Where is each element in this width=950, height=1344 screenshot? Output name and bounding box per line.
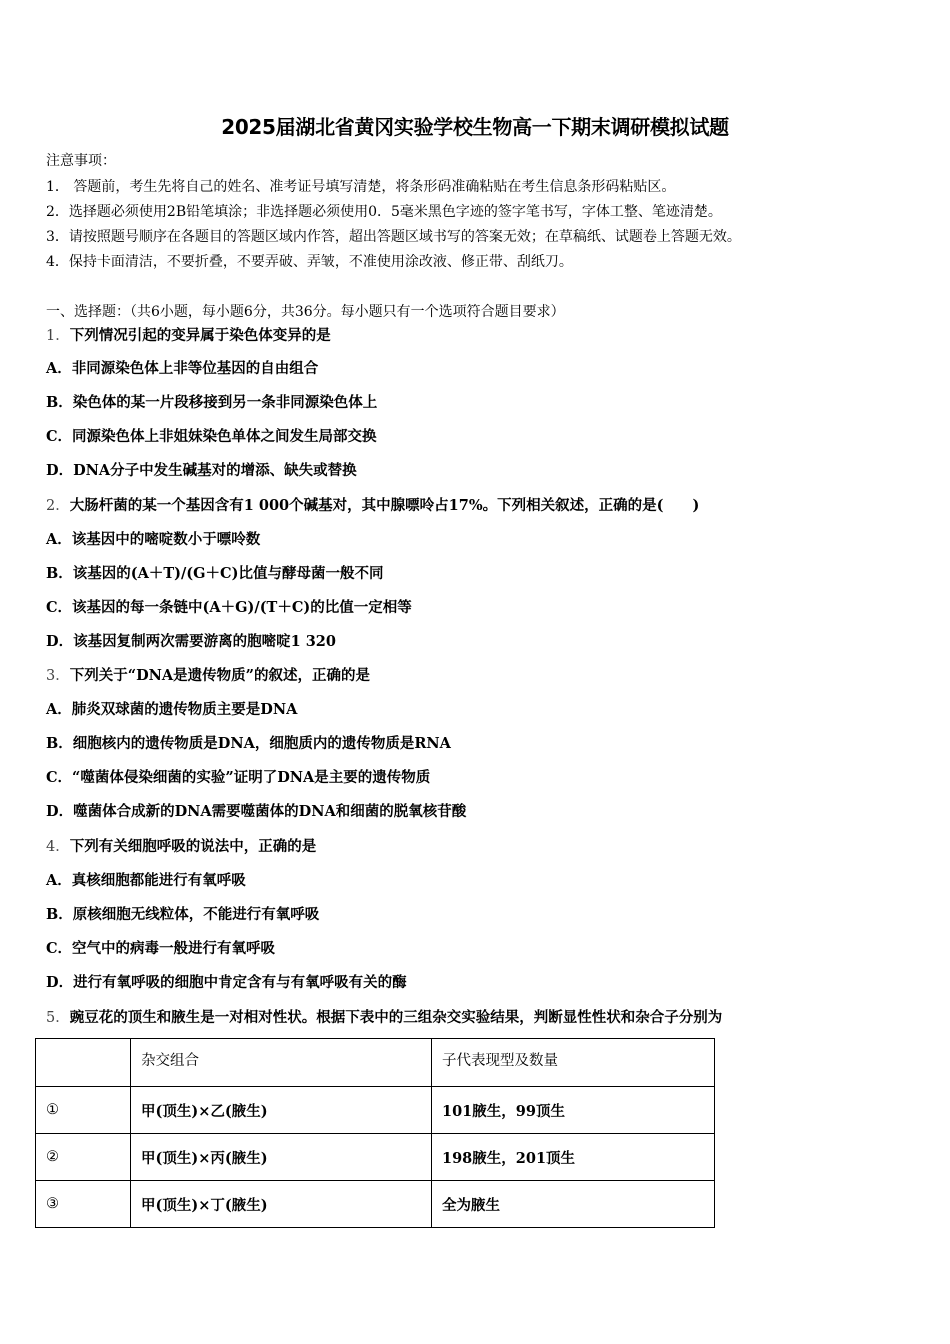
option-b: B．染色体的某一片段移接到另一条非同源染色体上 [46,394,378,411]
question-2 [46,496,699,516]
table-row [36,1181,715,1228]
table-cell: ① [36,1087,131,1134]
table-cell: 198腋生，201顶生 [432,1134,715,1181]
question-3 [46,666,370,686]
notice-item: 2．选择题必须使用2B铅笔填涂；非选择题必须使用0．5毫米黑色字迹的签字笔书写，字体工整、笔迹清楚。 [46,204,722,220]
option-d: D．该基因复制两次需要游离的胞嘧啶1 320 [46,633,336,650]
option-b: B．细胞核内的遗传物质是DNA，细胞质内的遗传物质是RNA [46,735,451,752]
notice-item: 1． 答题前，考生先将自己的姓名、准考证号填写清楚，将条形码准确粘贴在考生信息条形码粘贴区。 [46,179,676,195]
option-c: C．该基因的每一条链中(A＋G)/(T＋C)的比值一定相等 [46,599,412,616]
question-1 [46,326,331,346]
option-d: D．进行有氧呼吸的细胞中肯定含有与有氧呼吸有关的酶 [46,974,407,991]
table-row [36,1087,715,1134]
question-text: 豌豆花的顶生和腋生是一对相对性状。根据下表中的三组杂交实验结果，判断显性性状和杂合子分别为 [69,1009,723,1026]
option-b: B．该基因的(A＋T)/(G＋C)比值与酵母菌一般不同 [46,565,384,582]
question-number: 4． [46,839,70,855]
question-number: 2． [46,498,70,514]
option-d: D．DNA分子中发生碱基对的增添、缺失或替换 [46,462,357,479]
table-cell: ③ [36,1181,131,1228]
question-number: 3． [46,668,70,684]
question-5 [46,1008,722,1028]
section-heading: 一、选择题：（共6小题，每小题6分，共36分。每小题只有一个选项符合题目要求） [46,304,565,320]
exam-title: 2025届湖北省黄冈实验学校生物高一下期末调研模拟试题 [221,115,729,139]
question-4 [46,837,316,857]
question-text: 下列情况引起的变异属于染色体变异的是 [69,327,331,344]
table-cell: 甲(顶生)×乙(腋生) [131,1087,432,1134]
notice-item: 3．请按照题号顺序在各题目的答题区域内作答，超出答题区域书写的答案无效；在草稿纸、试题卷上答题无效。 [46,229,741,245]
table-row [36,1134,715,1181]
table-header-row [36,1039,715,1087]
question-text: 大肠杆菌的某一个基因含有1 000个碱基对，其中腺嘌呤占17%。下列相关叙述，正确的是( ) [69,497,700,514]
question-number: 1． [46,328,70,344]
option-c: C．空气中的病毒一般进行有氧呼吸 [46,940,276,957]
table-cell: 甲(顶生)×丁(腋生) [131,1181,432,1228]
option-a: A．真核细胞都能进行有氧呼吸 [46,872,246,889]
option-a: A．该基因中的嘧啶数小于嘌呤数 [46,531,261,548]
question-number: 5． [46,1010,70,1026]
option-a: A．肺炎双球菌的遗传物质主要是DNA [46,701,298,718]
option-c: C．同源染色体上非姐妹染色单体之间发生局部交换 [46,428,377,445]
option-b: B．原核细胞无线粒体，不能进行有氧呼吸 [46,906,320,923]
question-text: 下列有关细胞呼吸的说法中，正确的是 [69,838,317,855]
option-c: C．“噬菌体侵染细菌的实验”证明了DNA是主要的遗传物质 [46,769,431,786]
notice-heading: 注意事项： [46,153,116,169]
table-cell: 全为腋生 [432,1181,715,1228]
table-header-cell [36,1039,131,1087]
cross-results-table [35,1038,715,1228]
table-cell: 甲(顶生)×丙(腋生) [131,1134,432,1181]
table-cell: 101腋生，99顶生 [432,1087,715,1134]
notice-item: 4．保持卡面清洁，不要折叠，不要弄破、弄皱，不准使用涂改液、修正带、刮纸刀。 [46,254,573,270]
table-header-cell: 子代表现型及数量 [432,1039,715,1087]
table-cell: ② [36,1134,131,1181]
option-d: D．噬菌体合成新的DNA需要噬菌体的DNA和细菌的脱氧核苷酸 [46,803,467,820]
table-header-cell: 杂交组合 [131,1039,432,1087]
question-text: 下列关于“DNA是遗传物质”的叙述，正确的是 [69,667,370,684]
option-a: A．非同源染色体上非等位基因的自由组合 [46,360,319,377]
